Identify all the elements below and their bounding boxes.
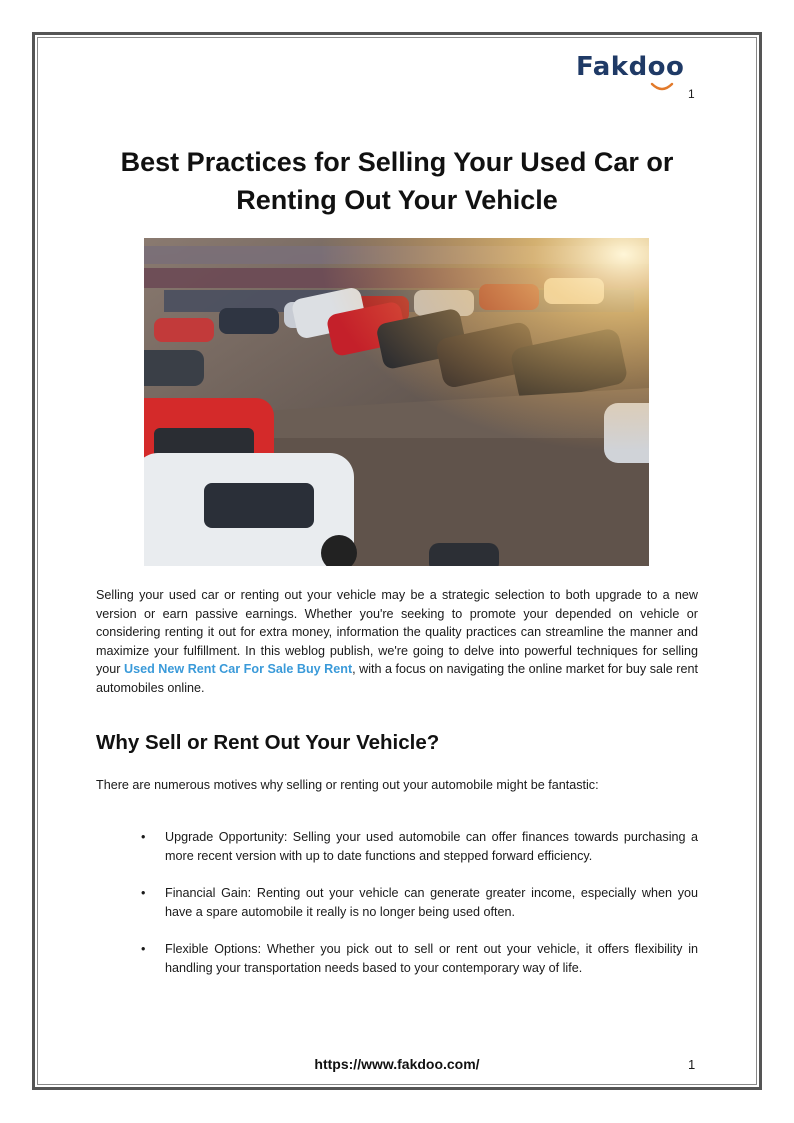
list-item-text: Flexible Options: Whether you pick out to sell or rent out your vehicle, it offers flexibility in handling your transportation needs based to your contemporary way of life.	[165, 942, 698, 975]
smile-icon	[650, 82, 674, 92]
bullet-icon: •	[141, 886, 146, 901]
reasons-list	[96, 828, 698, 997]
page-title: Best Practices for Selling Your Used Car or Renting Out Your Vehicle	[120, 147, 674, 215]
list-item-text: Financial Gain: Renting out your vehicle can generate greater income, especially when you have a spare automobile it really is no longer being used often.	[165, 886, 698, 919]
list-item-text: Upgrade Opportunity: Selling your used automobile can offer finances towards purchasing a more recent version with up to date functions and stepped forward efficiency.	[165, 830, 698, 863]
intro-text-end: , with a focus on navigating the online market for buy sale rent automobiles online.	[96, 662, 698, 695]
list-item	[96, 940, 698, 977]
section-heading: Why Sell or Rent Out Your Vehicle?	[96, 731, 440, 754]
logo-text: Fakdoo	[576, 52, 685, 82]
intro-paragraph	[96, 586, 698, 698]
intro-text-start: Selling your used car or renting out your vehicle may be a strategic selection to both upgrade to a new version or earn passive earnings. Whether you're seeking to promote your depended on vehicle or considering renting it out for extra money, information the quality practices can streamline the manner and maximize your fulfillment. In this weblog publish, we're going to delve into powerful techniques for selling your	[96, 588, 698, 677]
bullet-icon: •	[141, 942, 146, 957]
list-item	[96, 828, 698, 865]
page-number-bottom: 1	[688, 1057, 696, 1072]
bullet-icon: •	[141, 830, 146, 844]
fakdoo-logo[interactable]	[576, 52, 686, 92]
used-car-link[interactable]: Used New Rent Car For Sale Buy Rent	[124, 662, 353, 677]
parking-lot-cars-photo	[144, 238, 649, 566]
list-item	[96, 884, 698, 921]
page-number-top: 1	[688, 87, 695, 101]
hero-image	[144, 238, 649, 566]
section-lead: There are numerous motives why selling or renting out your automobile might be fantastic:	[96, 778, 599, 792]
footer-url[interactable]: https://www.fakdoo.com/	[314, 1056, 480, 1072]
